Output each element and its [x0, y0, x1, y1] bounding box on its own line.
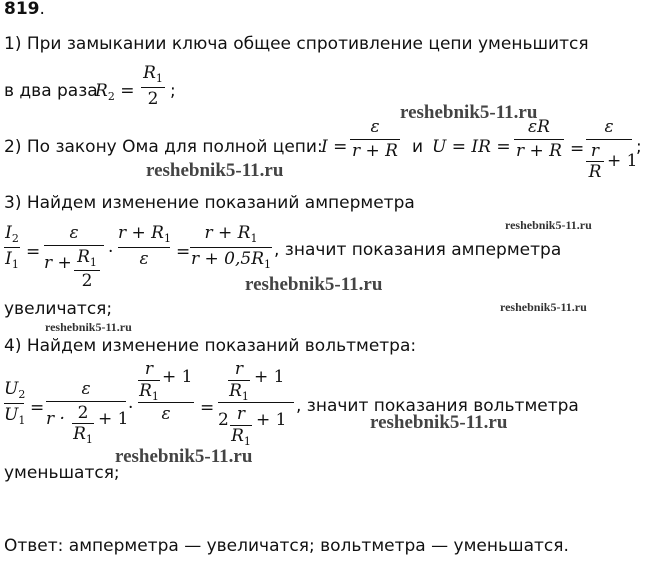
eq3-fraction-2: $r + R_1$ ε: [118, 223, 171, 270]
eq4-conclusion: , значит показания вольтметра: [296, 396, 579, 416]
eq2-equals: =: [570, 139, 585, 159]
watermark: reshebnik5-11.ru: [370, 412, 508, 433]
step-4-conclusion: уменьшатся;: [4, 463, 120, 483]
problem-number: 819.: [4, 0, 45, 19]
eq3-equals-2: =: [176, 242, 191, 262]
eq1-semicolon: ;: [170, 81, 176, 101]
eq1-lhs: $R_2$ =: [95, 81, 135, 103]
watermark: reshebnik5-11.ru: [245, 274, 383, 295]
eq4-equals-1: =: [30, 398, 45, 418]
watermark: reshebnik5-11.ru: [146, 160, 284, 181]
eq3-conclusion: , значит показания амперметра: [274, 240, 562, 260]
eq4-fraction-1: ε r · 2 $R_1$ + 1: [46, 379, 129, 447]
watermark: reshebnik5-11.ru: [45, 320, 132, 334]
step-2-text: 2) По закону Ома для полной цепи:: [4, 137, 323, 157]
eq2-semicolon: ;: [636, 137, 642, 157]
eq3-fraction-3: $r + R_1$ $r + 0,5R_1$: [190, 223, 271, 272]
eq3-equals-1: =: [26, 242, 41, 262]
eq3-lhs: $I_2$ $I_1$: [5, 223, 19, 272]
step-3-text: 3) Найдем изменение показаний амперметра: [4, 193, 415, 213]
step-3-conclusion: увеличатся;: [4, 299, 113, 319]
eq4-lhs: $U_2$ $U_1$: [4, 379, 26, 428]
step-1-text-cont: в два раза: [4, 81, 98, 101]
eq2-fraction-2: εR r + R: [514, 118, 564, 160]
answer-text: Ответ: амперметра — увеличатся; вольтметра — уменьшатся.: [4, 536, 569, 556]
step-4-text: 4) Найдем изменение показаний вольтметра:: [4, 336, 417, 356]
watermark: reshebnik5-11.ru: [500, 300, 587, 314]
eq3-fraction-1: ε r + $R_1$ 2: [44, 224, 104, 288]
eq2-U: U = IR =: [432, 137, 511, 157]
watermark: reshebnik5-11.ru: [505, 218, 592, 232]
eq4-fraction-2: r $R_1$ + 1 ε: [139, 359, 193, 424]
eq2-and: и: [412, 137, 424, 157]
watermark: reshebnik5-11.ru: [400, 102, 538, 123]
eq2-I: I =: [321, 137, 348, 157]
eq2-fraction-1: ε r + R: [350, 118, 400, 160]
eq4-fraction-3: r $R_1$ + 1 2 r $R_1$ + 1: [218, 360, 294, 445]
eq4-dot: ·: [128, 398, 134, 418]
watermark: reshebnik5-11.ru: [115, 446, 253, 467]
step-1-text: 1) При замыкании ключа общее спротивление цепи уменьшится: [4, 34, 589, 54]
eq3-dot: ·: [108, 242, 114, 262]
eq4-equals-2: =: [200, 398, 215, 418]
eq1-fraction: $R_1$ 2: [141, 64, 165, 109]
eq2-fraction-3: ε r R + 1: [586, 118, 632, 180]
